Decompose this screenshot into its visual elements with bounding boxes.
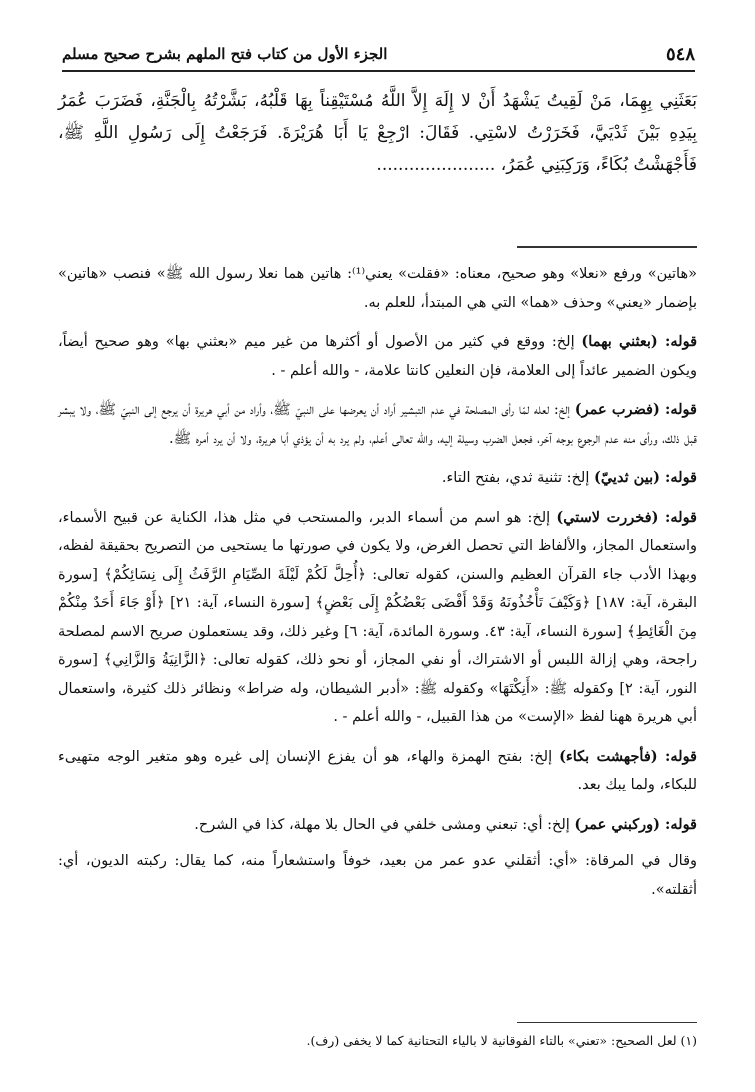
commentary-keyword: قوله: (فخررت لاستي) bbox=[556, 508, 697, 526]
page-number: ٥٤٨ bbox=[665, 43, 695, 65]
footnote-separator bbox=[517, 1022, 697, 1023]
commentary-paragraph bbox=[58, 504, 697, 732]
commentary-paragraph bbox=[58, 847, 697, 904]
commentary-text: إلخ: تثنية ثدي، بفتح التاء. bbox=[441, 470, 594, 486]
footnote: (١) لعل الصحيح: «تعني» بالتاء الفوقانية لا بالياء التحتانية كما لا يخفى (رف). bbox=[306, 1033, 697, 1048]
commentary-paragraph bbox=[58, 396, 697, 453]
commentary-paragraph bbox=[58, 464, 697, 493]
hadith-text: بَعَثَنِي بِهِمَا، مَنْ لَقِيتُ يَشْهَدُ أَنْ لا إِلَهَ إِلاَّ اللَّهُ مُسْتَيْقِناً بِهَا قَلْبُهُ، بَشَّرْتُهُ بِالْجَنَّةِ، فَضَرَبَ عُمَرُ بِيَدِهِ بَيْنَ ثَدْيَيَّ، فَخَرَرْتُ لاسْتِي. فَقَالَ: ارْجِعْ يَا أَبَا هُرَيْرَةَ. فَرَجَعْتُ إِلَى رَسُولِ اللَّهِ ﷺ، فَأَجْهَشْتُ بُكَاءً، وَرَكِبَنِي عُمَرُ، ...................... bbox=[58, 91, 697, 175]
header-title: الجزء الأول من كتاب فتح الملهم بشرح صحيح مسلم bbox=[62, 45, 388, 63]
running-header bbox=[62, 38, 695, 72]
commentary-text: إلخ: بفتح الهمزة والهاء، هو أن يفزع الإنسان إلى غيره وهو متغير الوجه متهيىء للبكاء، ولما يبك بعد. bbox=[58, 748, 697, 793]
commentary-paragraph bbox=[58, 811, 697, 840]
separator-rule bbox=[517, 246, 697, 248]
commentary-keyword: قوله: (بعثني بهما) bbox=[581, 333, 697, 350]
hadith-text-block bbox=[58, 85, 697, 181]
commentary-keyword: قوله: (فأجهشت بكاء) bbox=[559, 747, 697, 765]
commentary-block bbox=[58, 260, 697, 915]
commentary-keyword: قوله: (فضرب عمر) bbox=[574, 401, 697, 418]
commentary-paragraph bbox=[58, 743, 697, 800]
commentary-text: إلخ: أي: تبعني ومشى خلفي في الحال بلا مهلة، كذا في الشرح. bbox=[194, 816, 575, 833]
commentary-text: إلخ: هو اسم من أسماء الدبر، والمستحب في مثل هذا، الكناية عن قبيح الأسماء، واستعمال المجاز، والألفاظ التي تحصل الغرض، ولا يكون في صورتها ما يستحيى من التصريح بحقيقة لفظه، وبهذا الأدب جاء القرآن العظيم والسنن، كقوله تعالى: ﴿أُحِلَّ لَكُمْ لَيْلَةَ الصِّيَامِ الرَّفَثُ إِلَى نِسَائِكُمْ﴾ [سورة البقرة، آية: ١٨٧] ﴿وَكَيْفَ تَأْخُذُونَهُ وَقَدْ أَفْضَى بَعْضُكُمْ إِلَى بَعْضٍ﴾ [سورة النساء، آية: ٢١] ﴿أَوْ جَاءَ أَحَدٌ مِنْكُمْ مِنَ الْغَائِطِ﴾ [سورة النساء، آية: ٤٣. وسورة المائدة، آية: ٦] وغير ذلك، وقد يستعملون صريح الاسم لمصلحة راجحة، وهي إزالة اللبس أو الاشتراك، أو نفي المجاز، أو نحو ذلك، كقوله تعالى: ﴿الزَّانِيَةُ وَالزَّانِي﴾ [سورة النور، آية: ٢] وكقوله ﷺ: «أَنِكْتَهَا» وكقوله ﷺ: «أدبر الشيطان، وله ضراط» ونظائر ذلك كثيرة، واستعمال أبي هريرة ههنا لفظ «الإست» من هذا القبيل، - والله أعلم - . bbox=[58, 509, 697, 725]
commentary-text: إلخ: ووقع في كثير من الأصول أو أكثرها من غير ميم «بعثني بها» وهو صحيح أيضاً، ويكون الضمير عائداً إلى العلامة، فإن النعلين كانتا علامة، - والله أعلم - . bbox=[58, 334, 697, 379]
commentary-keyword: قوله: (وركبني عمر) bbox=[574, 815, 697, 833]
commentary-text: «هاتين» ورفع «نعلا» وهو صحيح، معناه: «فقلت» يعني⁽¹⁾: هاتين هما نعلا رسول الله ﷺ» فنصب «هاتين» بإضمار «يعني» وحذف «هما» التي هي المبتدأ، للعلم به. bbox=[58, 266, 697, 311]
commentary-paragraph bbox=[58, 328, 697, 385]
commentary-text: إلخ: لعله لمّا رأى المصلحة في عدم التبشير أراد أن يعرضها على النبيّ ﷺ، وأراد من أبي هريرة أن يرجع إلى النبيّ ﷺ، ولا يبشر قبل ذلك، ورأى منه عدم الرجوع بوجه آخر، فجعل الضرب وسيلة إليه، والله تعالى أعلم، ولم يرد به أن يؤذي أبا هريرة، ولا أن يرد أمره ﷺ. bbox=[58, 402, 697, 447]
commentary-paragraph bbox=[58, 260, 697, 317]
commentary-text: وقال في المرقاة: «أي: أثقلني عدو عمر من بعيد، خوفاً واستشعاراً منه، كما يقال: ركبته الديون، أي: أثقلته». bbox=[58, 853, 697, 898]
commentary-keyword: قوله: (بين ثدييّ) bbox=[593, 469, 697, 486]
